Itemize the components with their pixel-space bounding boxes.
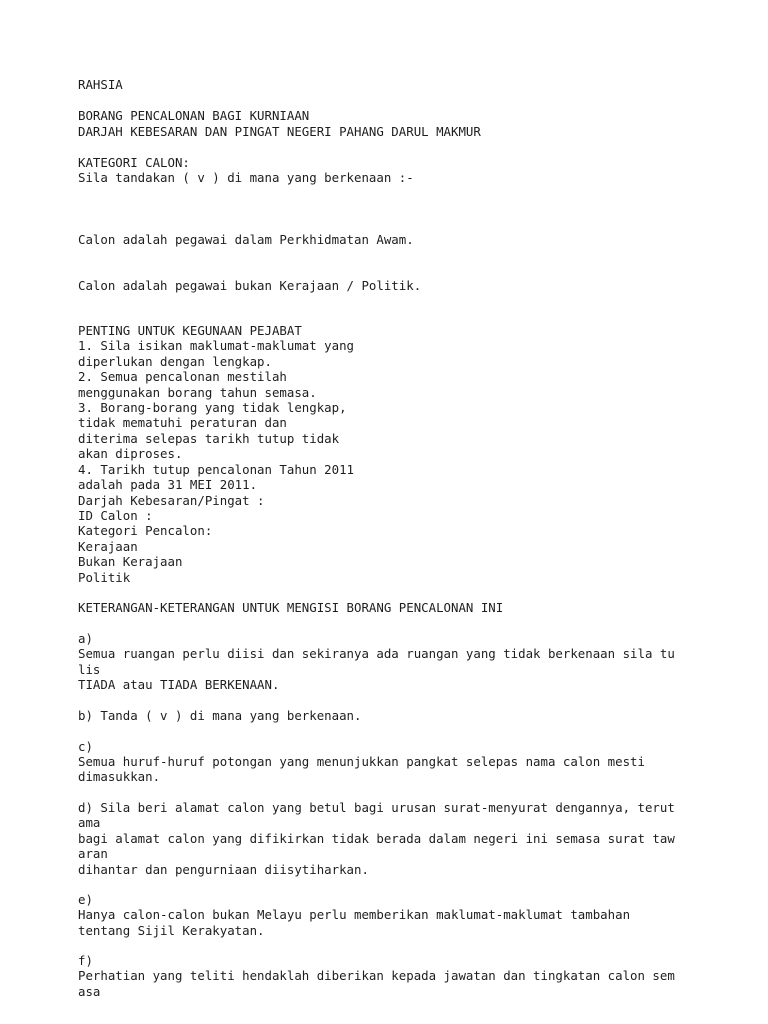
instruction-text: Semua huruf-huruf potongan yang menunjukkan pangkat selepas nama calon mesti (78, 754, 645, 769)
classification-label: RAHSIA (78, 77, 123, 92)
instruction-text: dimasukkan. (78, 769, 161, 784)
office-note-line: tidak mematuhi peraturan dan (78, 415, 287, 430)
instruction-text: Hanya calon-calon bukan Melayu perlu memberikan maklumat-maklumat tambahan (78, 907, 631, 922)
field-label-honour: Darjah Kebesaran/Pingat : (78, 493, 265, 508)
instruction-text: dihantar dan pengurniaan diisytiharkan. (78, 862, 369, 877)
instruction-marker-c: c) (78, 739, 93, 754)
instruction-text: bagi alamat calon yang difikirkan tidak berada dalam negeri ini semasa surat taw (78, 831, 675, 846)
nominator-option-political: Politik (78, 570, 131, 585)
instruction-text: asa (78, 984, 101, 999)
instruction-text: tentang Sijil Kerakyatan. (78, 923, 265, 938)
nominator-option-non-government: Bukan Kerajaan (78, 554, 183, 569)
field-label-candidate-id: ID Calon : (78, 508, 153, 523)
instruction-item-d: d) Sila beri alamat calon yang betul bagi urusan surat-menyurat dengannya, terut (78, 800, 675, 815)
instruction-item-b: b) Tanda ( v ) di mana yang berkenaan. (78, 708, 362, 723)
office-note-line: diterima selepas tarikh tutup tidak (78, 431, 340, 446)
instructions-heading: KETERANGAN-KETERANGAN UNTUK MENGISI BORANG PENCALONAN INI (78, 600, 504, 615)
tick-instruction: Sila tandakan ( v ) di mana yang berkenaan :- (78, 170, 414, 185)
office-note-line: adalah pada 31 MEI 2011. (78, 477, 258, 492)
instruction-marker-a: a) (78, 631, 93, 646)
instruction-text: Perhatian yang teliti hendaklah diberikan kepada jawatan dan tingkatan calon sem (78, 968, 675, 983)
instruction-text: ama (78, 815, 101, 830)
instruction-text: Semua ruangan perlu diisi dan sekiranya ada ruangan yang tidak berkenaan sila tu (78, 646, 675, 661)
instruction-text: aran (78, 846, 108, 861)
instruction-text: TIADA atau TIADA BERKENAAN. (78, 677, 280, 692)
office-note-line: 2. Semua pencalonan mestilah (78, 369, 287, 384)
office-note-line: akan diproses. (78, 446, 183, 461)
category-option-public-service: Calon adalah pegawai dalam Perkhidmatan Awam. (78, 232, 414, 247)
category-option-non-government: Calon adalah pegawai bukan Kerajaan / Politik. (78, 278, 422, 293)
candidate-category-heading: KATEGORI CALON: (78, 155, 190, 170)
office-note-line: 4. Tarikh tutup pencalonan Tahun 2011 (78, 462, 355, 477)
instruction-text: lis (78, 662, 101, 677)
nominator-option-government: Kerajaan (78, 539, 138, 554)
office-note-line: menggunakan borang tahun semasa. (78, 385, 317, 400)
office-note-line: 1. Sila isikan maklumat-maklumat yang (78, 338, 355, 353)
office-use-heading: PENTING UNTUK KEGUNAAN PEJABAT (78, 323, 302, 338)
office-note-line: diperlukan dengan lengkap. (78, 354, 272, 369)
form-title-line-2: DARJAH KEBESARAN DAN PINGAT NEGERI PAHANG DARUL MAKMUR (78, 124, 481, 139)
office-note-line: 3. Borang-borang yang tidak lengkap, (78, 400, 347, 415)
form-title-line-1: BORANG PENCALONAN BAGI KURNIAAN (78, 108, 310, 123)
field-label-nominator-category: Kategori Pencalon: (78, 523, 213, 538)
instruction-marker-e: e) (78, 892, 93, 907)
instruction-marker-f: f) (78, 953, 93, 968)
